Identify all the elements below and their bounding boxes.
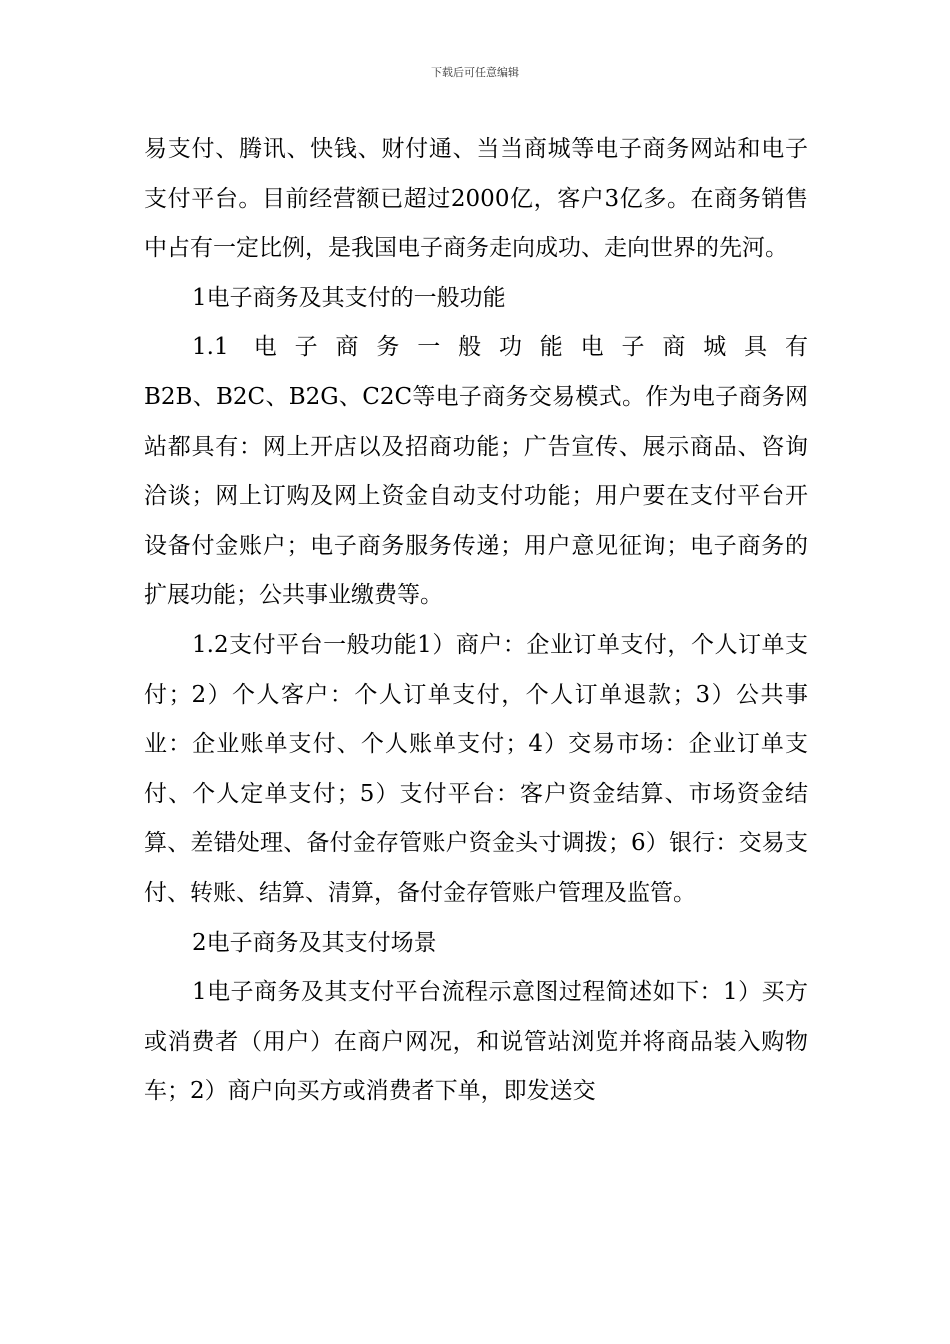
paragraph-1-1-first-line: 1.1 电子商务一般功能电子商城具有 xyxy=(192,334,808,361)
paragraph-intro-continuation: 易支付、腾讯、快钱、财付通、当当商城等电子商务网站和电子支付平台。目前经营额已超过2000亿，客户3亿多。在商务销售中占有一定比例，是我国电子商务走向成功、走向世界的先河。 xyxy=(144,136,808,262)
document-body xyxy=(144,125,808,1117)
paragraph-1-2: 1.2支付平台一般功能1）商户：企业订单支付，个人订单支付；2）个人客户：个人订单支付，个人订单退款；3）公共事业：企业账单支付、个人账单支付；4）交易市场：企业订单支付、个人定单支付；5）支付平台：客户资金结算、市场资金结算、差错处理、备付金存管账户资金头寸调拨；6）银行：交易支付、转账、结算、清算，备付金存管账户管理及监管。 xyxy=(144,631,808,906)
paragraph-1-1: B2B、B2C、B2G、C2C等电子商务交易模式。作为电子商务网站都具有：网上开店以及招商功能；广告宣传、展示商品、咨询洽谈；网上订购及网上资金自动支付功能；用户要在支付平台开设备付金账户；电子商务服务传递；用户意见征询；电子商务的扩展功能；公共事业缴费等。 xyxy=(144,383,808,609)
section-heading-2: 2电子商务及其支付场景 xyxy=(192,929,437,956)
header-note: 下载后可任意编辑 xyxy=(431,66,519,79)
section-heading-1: 1电子商务及其支付的一般功能 xyxy=(192,284,506,311)
paragraph-2-1: 1电子商务及其支付平台流程示意图过程简述如下：1）买方或消费者（用户）在商户网况，和说管站浏览并将商品装入购物车；2）商户向买方或消费者下单，即发送交 xyxy=(144,979,808,1105)
